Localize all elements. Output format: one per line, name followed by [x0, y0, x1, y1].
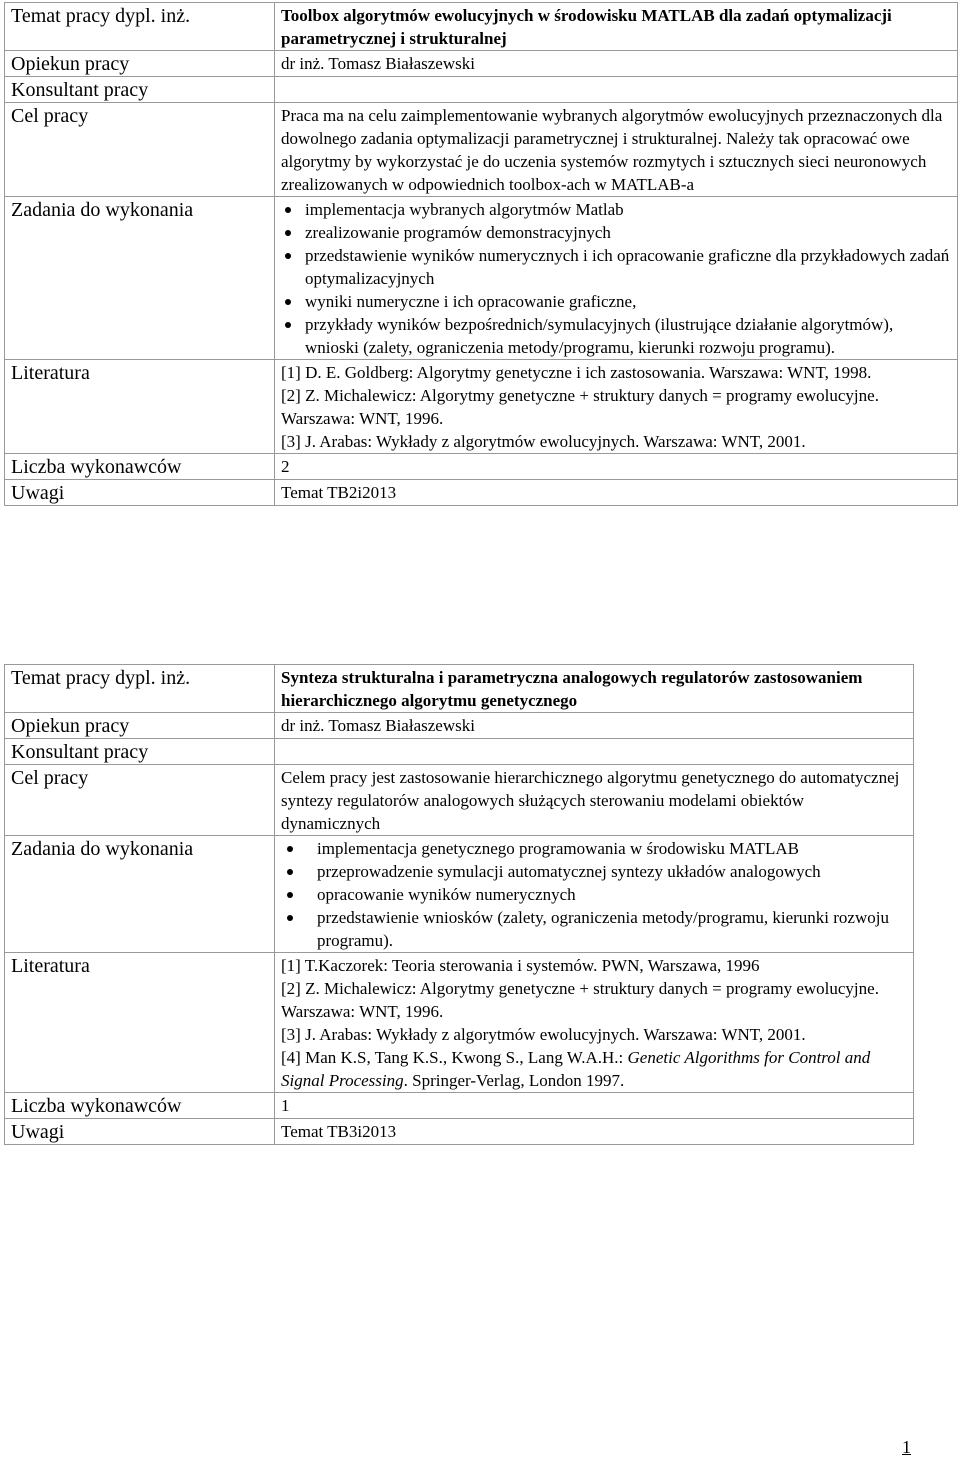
row-literature	[5, 360, 958, 454]
row-team-size	[5, 454, 958, 480]
task-item: zrealizowanie programów demonstracyjnych	[281, 221, 951, 244]
notes-value: Temat TB3i2013	[275, 1119, 914, 1145]
team-size-value: 2	[275, 454, 958, 480]
label-supervisor: Opiekun pracy	[5, 51, 275, 77]
label-literature: Literatura	[5, 953, 275, 1093]
consultant-name	[275, 739, 914, 765]
label-tasks: Zadania do wykonania	[5, 836, 275, 953]
topic-title: Synteza strukturalna i parametryczna analogowych regulatorów zastosowaniem hierarchicznego algorytmu genetycznego	[275, 665, 914, 713]
literature-item: [1] T.Kaczorek: Teoria sterowania i systemów. PWN, Warszawa, 1996	[281, 956, 760, 975]
label-team-size: Liczba wykonawców	[5, 1093, 275, 1119]
topic-title: Toolbox algorytmów ewolucyjnych w środowisku MATLAB dla zadań optymalizacji parametrycznej i strukturalnej	[275, 3, 958, 51]
literature-publisher: . Springer-Verlag, London 1997.	[403, 1071, 625, 1090]
literature-item: [2] Z. Michalewicz: Algorytmy genetyczne + struktury danych = programy ewolucyjne. Warszawa: WNT, 1996.	[281, 386, 879, 428]
row-tasks	[5, 836, 914, 953]
page-number: 1	[902, 1437, 911, 1457]
label-topic: Temat pracy dypl. inż.	[5, 3, 275, 51]
tasks-cell	[275, 836, 914, 953]
label-literature: Literatura	[5, 360, 275, 454]
tasks-list	[281, 198, 951, 359]
topic-table-1	[4, 2, 958, 506]
literature-item	[281, 1046, 907, 1092]
row-literature	[5, 953, 914, 1093]
row-notes	[5, 480, 958, 506]
row-notes	[5, 1119, 914, 1145]
topic-table-2	[4, 664, 914, 1145]
row-goal	[5, 103, 958, 197]
label-supervisor: Opiekun pracy	[5, 713, 275, 739]
consultant-name	[275, 77, 958, 103]
label-goal: Cel pracy	[5, 765, 275, 836]
task-item: przedstawienie wyników numerycznych i ich opracowanie graficzne dla przykładowych zadań optymalizacyjnych	[281, 244, 951, 290]
task-item: opracowanie wyników numerycznych	[281, 883, 907, 906]
literature-item: [3] J. Arabas: Wykłady z algorytmów ewolucyjnych. Warszawa: WNT, 2001.	[281, 432, 806, 451]
goal-text: Praca ma na celu zaimplementowanie wybranych algorytmów ewolucyjnych przeznaczonych dla dowolnego zadania optymalizacji parametrycznej i strukturalnej. Należy tak opracować owe algorytmy by wykorzystać je do uczenia systemów rozmytych i sztucznych sieci neuronowych zrealizowanych w odpowiednich toolbox-ach w MATLAB-a	[275, 103, 958, 197]
label-tasks: Zadania do wykonania	[5, 197, 275, 360]
label-consultant: Konsultant pracy	[5, 77, 275, 103]
row-supervisor	[5, 713, 914, 739]
task-item: przedstawienie wniosków (zalety, ograniczenia metody/programu, kierunki rozwoju programu).	[281, 906, 907, 952]
label-notes: Uwagi	[5, 1119, 275, 1145]
label-team-size: Liczba wykonawców	[5, 454, 275, 480]
literature-item: [3] J. Arabas: Wykłady z algorytmów ewolucyjnych. Warszawa: WNT, 2001.	[281, 1025, 806, 1044]
goal-text: Celem pracy jest zastosowanie hierarchicznego algorytmu genetycznego do automatycznej syntezy regulatorów analogowych służących sterowaniu modelami obiektów dynamicznych	[275, 765, 914, 836]
task-item: wyniki numeryczne i ich opracowanie graficzne,	[281, 290, 951, 313]
supervisor-name: dr inż. Tomasz Białaszewski	[275, 713, 914, 739]
literature-cell	[275, 360, 958, 454]
row-topic	[5, 3, 958, 51]
tasks-list	[281, 837, 907, 952]
literature-authors: [4] Man K.S, Tang K.S., Kwong S., Lang W.A.H.:	[281, 1048, 628, 1067]
tasks-cell	[275, 197, 958, 360]
row-goal	[5, 765, 914, 836]
row-supervisor	[5, 51, 958, 77]
literature-item: [2] Z. Michalewicz: Algorytmy genetyczne + struktury danych = programy ewolucyjne. Warszawa: WNT, 1996.	[281, 979, 879, 1021]
literature-book-title: Genetic Algorithms for Control and Signal Processing	[281, 1048, 871, 1090]
literature-cell	[275, 953, 914, 1093]
task-item: implementacja wybranych algorytmów Matlab	[281, 198, 951, 221]
row-consultant	[5, 739, 914, 765]
notes-value: Temat TB2i2013	[275, 480, 958, 506]
label-goal: Cel pracy	[5, 103, 275, 197]
team-size-value: 1	[275, 1093, 914, 1119]
task-item: przeprowadzenie symulacji automatycznej syntezy układów analogowych	[281, 860, 907, 883]
task-item: przykłady wyników bezpośrednich/symulacyjnych (ilustrujące działanie algorytmów), wnioski (zalety, ograniczenia metody/programu, kierunki rozwoju programu).	[281, 313, 951, 359]
label-topic: Temat pracy dypl. inż.	[5, 665, 275, 713]
row-topic	[5, 665, 914, 713]
label-consultant: Konsultant pracy	[5, 739, 275, 765]
literature-item: [1] D. E. Goldberg: Algorytmy genetyczne i ich zastosowania. Warszawa: WNT, 1998.	[281, 363, 872, 382]
row-tasks	[5, 197, 958, 360]
task-item: implementacja genetycznego programowania w środowisku MATLAB	[281, 837, 907, 860]
label-notes: Uwagi	[5, 480, 275, 506]
row-team-size	[5, 1093, 914, 1119]
row-consultant	[5, 77, 958, 103]
supervisor-name: dr inż. Tomasz Białaszewski	[275, 51, 958, 77]
